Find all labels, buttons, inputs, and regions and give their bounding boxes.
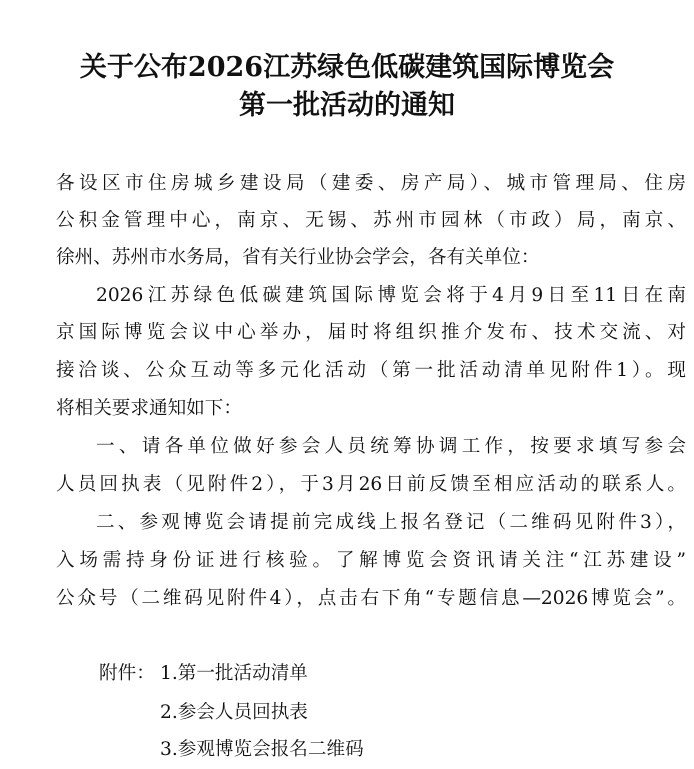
document-title-line-2: 第一批活动的通知 (239, 90, 455, 121)
attachments-label: 附件： (99, 663, 155, 684)
paragraph-1-line-4: 将相关要求通知如下： (56, 398, 242, 419)
addressee-line-1: 各设区市住房城乡建设局（建委、房产局）、城市管理局、住房 (56, 173, 686, 194)
item-2-line-1: 二、参观博览会请提前完成线上报名登记（二维码见附件3）， (96, 512, 686, 533)
paragraph-1-line-2: 京国际博览会议中心举办，届时将组织推介发布、技术交流、对 (56, 322, 686, 343)
item-2-line-2: 入场需持身份证进行核验。了解博览会资讯请关注“江苏建设” (56, 550, 686, 571)
item-1-line-2: 人员回执表（见附件2），于3月26日前反馈至相应活动的联系人。 (56, 474, 686, 495)
addressee-line-2: 公积金管理中心，南京、无锡、苏州市园林（市政）局，南京、 (56, 210, 686, 231)
paragraph-1-line-1: 2026江苏绿色低碳建筑国际博览会将于4月9日至11日在南 (96, 285, 686, 306)
attachment-item-3: 3.参观博览会报名二维码 (160, 739, 364, 760)
paragraph-1-line-3: 接洽谈、公众互动等多元化活动（第一批活动清单见附件1）。现 (56, 360, 686, 381)
item-2-line-3: 公众号（二维码见附件4），点击右下角“专题信息—2026博览会”。 (56, 588, 686, 609)
document-title-line-1: 关于公布2026江苏绿色低碳建筑国际博览会 (79, 52, 615, 83)
item-1-line-1: 一、请各单位做好参会人员统筹协调工作，按要求填写参会 (96, 436, 686, 457)
attachment-item-2: 2.参会人员回执表 (160, 702, 308, 723)
addressee-line-3: 徐州、苏州市水务局，省有关行业协会学会，各有关单位： (56, 247, 540, 268)
attachment-item-1: 1.第一批活动清单 (160, 663, 308, 684)
